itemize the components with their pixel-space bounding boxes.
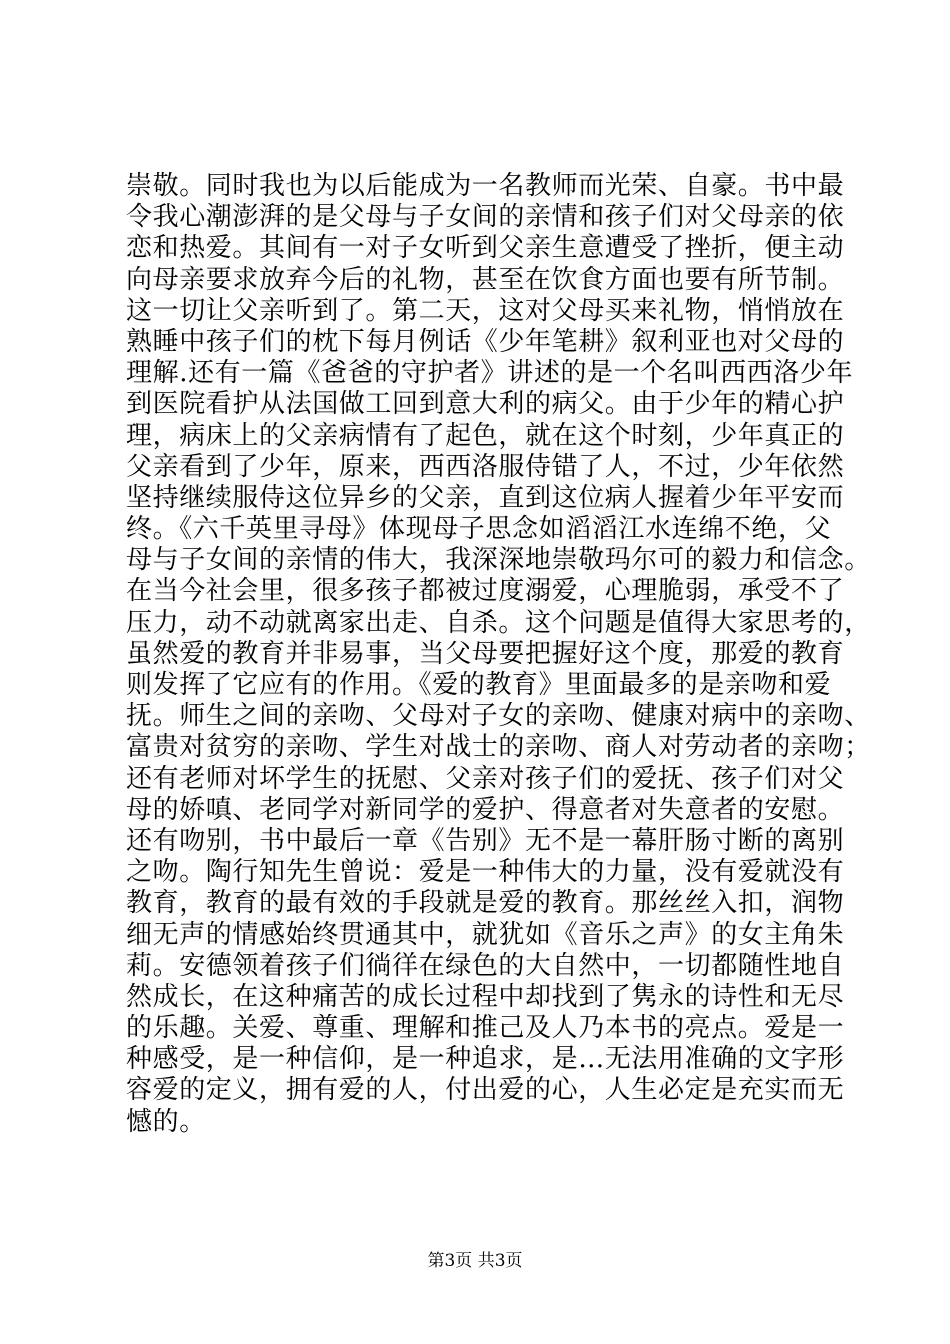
text-line: 憾的。	[126, 1106, 206, 1137]
text-line: 则发挥了它应有的作用。《爱的教育》里面最多的是亲吻和爱	[126, 670, 832, 700]
text-line: 母的娇嗔、老同学对新同学的爱护、得意者对失意者的安慰。	[126, 794, 845, 825]
text-line: 崇敬。同时我也为以后能成为一名教师而光荣、自豪。书中最	[126, 171, 845, 201]
text-line: 虽然爱的教育并非易事，当父母要把握好这个度，那爱的教育	[126, 638, 845, 669]
text-line: 终。《六千英里寻母》体现母子思念如滔滔江水连绵不绝，父	[126, 514, 832, 545]
text-line: 父亲看到了少年，原来，西西洛服侍错了人，不过，少年依然	[126, 451, 845, 482]
text-line: 到医院看护从法国做工回到意大利的病父。由于少年的精心护	[126, 389, 845, 420]
text-line: 母与子女间的亲情的伟大，我深深地崇敬玛尔可的毅力和信念。	[126, 545, 871, 576]
text-line: 理解.还有一篇《爸爸的守护者》讲述的是一个名叫西西洛少年	[126, 358, 854, 389]
text-line: 的乐趣。关爱、尊重、理解和推己及人乃本书的亮点。爱是一	[126, 1013, 845, 1044]
text-line: 莉。安德领着孩子们徜徉在绿色的大自然中，一切都随性地自	[126, 950, 845, 981]
text-line: 压力，动不动就离家出走、自杀。这个问题是值得大家思考的，	[126, 607, 871, 638]
text-line: 理，病床上的父亲病情有了起色，就在这个时刻，少年真正的	[126, 420, 845, 451]
text-line: 还有老师对坏学生的抚慰、父亲对孩子们的爱抚、孩子们对父	[126, 763, 845, 794]
text-line: 向母亲要求放弃今后的礼物，甚至在饮食方面也要有所节制。	[126, 264, 845, 295]
page-number-footer: 第3页 共3页	[427, 1251, 523, 1271]
text-line: 这一切让父亲听到了。第二天，这对父母买来礼物，悄悄放在	[126, 295, 845, 326]
text-line: 种感受，是一种信仰，是一种追求，是…无法用准确的文字形	[126, 1044, 845, 1075]
text-line: 然成长，在这种痛苦的成长过程中却找到了隽永的诗性和无尽	[126, 981, 845, 1012]
text-line: 在当今社会里，很多孩子都被过度溺爱，心理脆弱，承受不了	[126, 576, 845, 607]
body-text	[126, 171, 871, 1138]
text-line: 熟睡中孩子们的枕下每月例话《少年笔耕》叙利亚也对父母的	[126, 326, 845, 357]
text-line: 富贵对贫穷的亲吻、学生对战士的亲吻、商人对劳动者的亲吻；	[126, 732, 871, 763]
text-line: 恋和热爱。其间有一对子女听到父亲生意遭受了挫折，便主动	[126, 233, 845, 264]
text-line: 容爱的定义，拥有爱的人，付出爱的心，人生必定是充实而无	[126, 1075, 845, 1106]
text-line: 还有吻别，书中最后一章《告别》无不是一幕肝肠寸断的离别	[126, 825, 845, 856]
text-line: 之吻。陶行知先生曾说：爱是一种伟大的力量，没有爱就没有	[126, 857, 845, 888]
text-line: 坚持继续服侍这位异乡的父亲，直到这位病人握着少年平安而	[126, 482, 845, 513]
text-line: 令我心潮澎湃的是父母与子女间的亲情和孩子们对父母亲的依	[126, 202, 845, 233]
text-line: 教育，教育的最有效的手段就是爱的教育。那丝丝入扣，润物	[126, 888, 845, 919]
text-line: 细无声的情感始终贯通其中，就犹如《音乐之声》的女主角朱	[126, 919, 845, 950]
text-line: 抚。师生之间的亲吻、父母对子女的亲吻、健康对病中的亲吻、	[126, 701, 871, 732]
